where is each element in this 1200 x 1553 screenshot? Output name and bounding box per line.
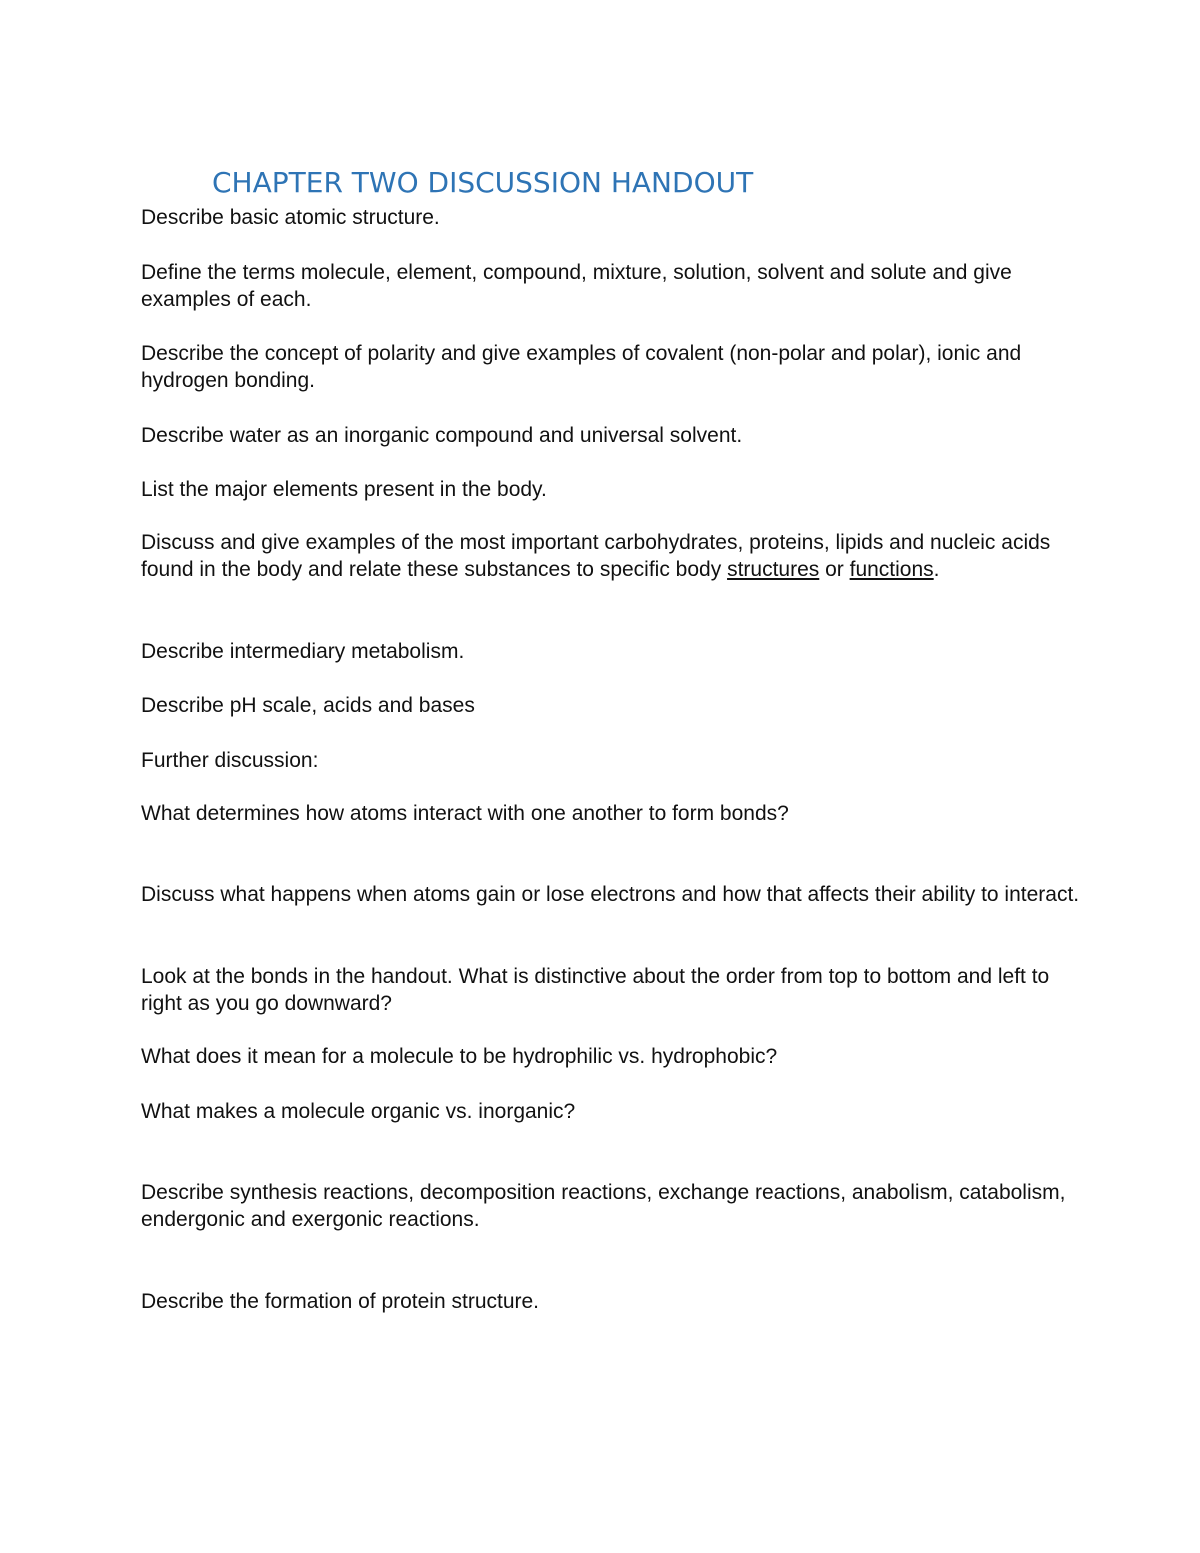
question-organic: What makes a molecule organic vs. inorganic? xyxy=(141,1100,576,1123)
paragraph-metabolism: Describe intermediary metabolism. xyxy=(141,640,465,663)
question-electrons: Discuss what happens when atoms gain or lose electrons and how that affects their ability to interact. xyxy=(141,883,1080,906)
question-atom-interaction: What determines how atoms interact with one another to form bonds? xyxy=(141,802,789,825)
paragraph-define-terms: Define the terms molecule, element, compound, mixture, solution, solvent and solute and give examples of each. xyxy=(141,261,1012,311)
paragraph-major-elements: List the major elements present in the body. xyxy=(141,478,547,501)
paragraph-water: Describe water as an inorganic compound and universal solvent. xyxy=(141,424,743,447)
underlined-word-structures: structures xyxy=(727,558,820,581)
paragraph-macromolecules xyxy=(141,529,1081,583)
paragraph-text: or xyxy=(819,558,850,581)
paragraph-text: . xyxy=(933,558,940,581)
question-hydrophilic: What does it mean for a molecule to be hydrophilic vs. hydrophobic? xyxy=(141,1045,778,1068)
paragraph-polarity: Describe the concept of polarity and give examples of covalent (non-polar and polar), ionic and hydrogen bonding. xyxy=(141,342,1022,392)
question-bond-order: Look at the bonds in the handout. What is distinctive about the order from top to bottom and left to right as you go downward? xyxy=(141,965,1050,1015)
paragraph-atomic-structure: Describe basic atomic structure. xyxy=(141,206,440,229)
paragraph-reactions: Describe synthesis reactions, decomposition reactions, exchange reactions, anabolism, catabolism, endergonic and exergonic reactions. xyxy=(141,1181,1066,1231)
paragraph-ph-scale: Describe pH scale, acids and bases xyxy=(141,694,475,717)
underlined-word-functions: functions xyxy=(849,558,934,581)
paragraph-protein-structure: Describe the formation of protein structure. xyxy=(141,1290,540,1313)
paragraph-text: Discuss and give examples of the most important carbohydrates, proteins, lipids and nucleic acids found in the body and relate these substances to specific body xyxy=(141,531,1051,581)
section-further-discussion: Further discussion: xyxy=(141,749,319,772)
document-title: CHAPTER TWO DISCUSSION HANDOUT xyxy=(212,166,754,199)
